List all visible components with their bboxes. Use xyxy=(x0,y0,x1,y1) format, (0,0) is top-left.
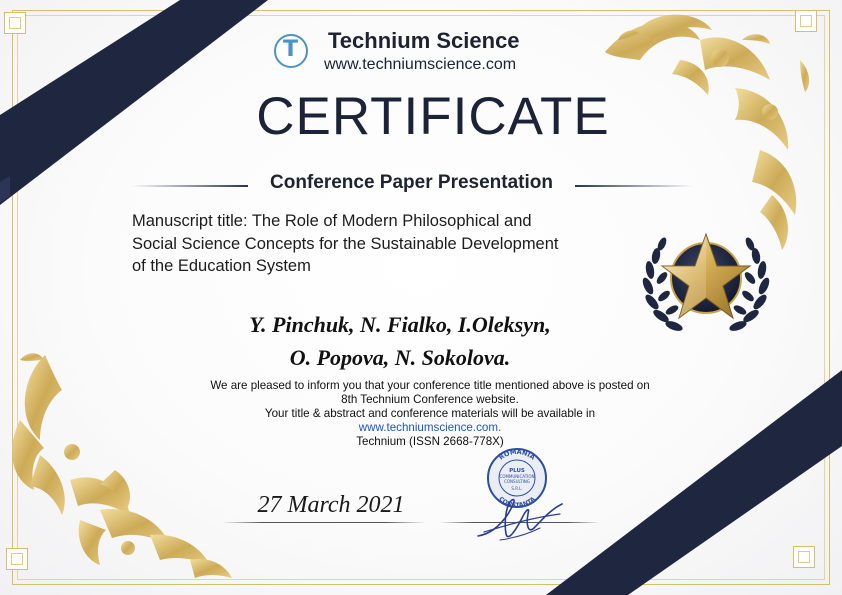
handwritten-signature-icon xyxy=(470,488,570,548)
logo-letter: T xyxy=(282,37,298,62)
notice-line: Your title & abstract and conference materials will be available in xyxy=(264,407,596,420)
brand-name: Technium Science xyxy=(328,28,520,53)
star-medal-laurel-icon xyxy=(636,220,776,338)
certificate-date: 27 March 2021 xyxy=(257,492,405,518)
stamp-bottom-text: CONSTANTA xyxy=(497,495,537,509)
manuscript-line: Manuscript title: The Role of Modern Philosophical and xyxy=(132,212,532,230)
manuscript-line: of the Education System xyxy=(132,257,311,275)
stamp-srl: S.R.L. xyxy=(511,486,523,491)
manuscript-line: Social Science Concepts for the Sustainable Development xyxy=(132,234,559,253)
notice-text xyxy=(150,379,710,449)
stamp-center-line: CONSULTING xyxy=(504,479,530,484)
stamp-center-line: PLUS xyxy=(509,468,525,474)
manuscript-title xyxy=(132,210,662,278)
subtitle-divider-right xyxy=(575,185,693,187)
technium-logo-icon xyxy=(274,34,308,68)
author-line: O. Popova, N. Sokolova. xyxy=(289,345,511,370)
notice-line: We are pleased to inform you that your conference title mentioned above is posted on xyxy=(210,379,650,392)
notice-url-link[interactable]: www.techniumscience.com. xyxy=(358,421,502,434)
certificate-subtitle: Conference Paper Presentation xyxy=(270,172,553,193)
stamp-top-text: ROMANIA xyxy=(497,447,537,462)
date-underline xyxy=(222,522,426,523)
subtitle-divider-left xyxy=(132,185,248,187)
author-names xyxy=(120,308,680,374)
stamp-center-line: COMMUNICATION xyxy=(499,474,535,479)
issn-text: Technium (ISSN 2668-778X) xyxy=(356,435,504,448)
brand-url: www.techniumscience.com xyxy=(324,56,517,73)
author-line: Y. Pinchuk, N. Fialko, I.Oleksyn, xyxy=(249,312,551,337)
notice-line: 8th Technium Conference website. xyxy=(341,393,519,406)
certificate-title: CERTIFICATE xyxy=(256,87,610,146)
